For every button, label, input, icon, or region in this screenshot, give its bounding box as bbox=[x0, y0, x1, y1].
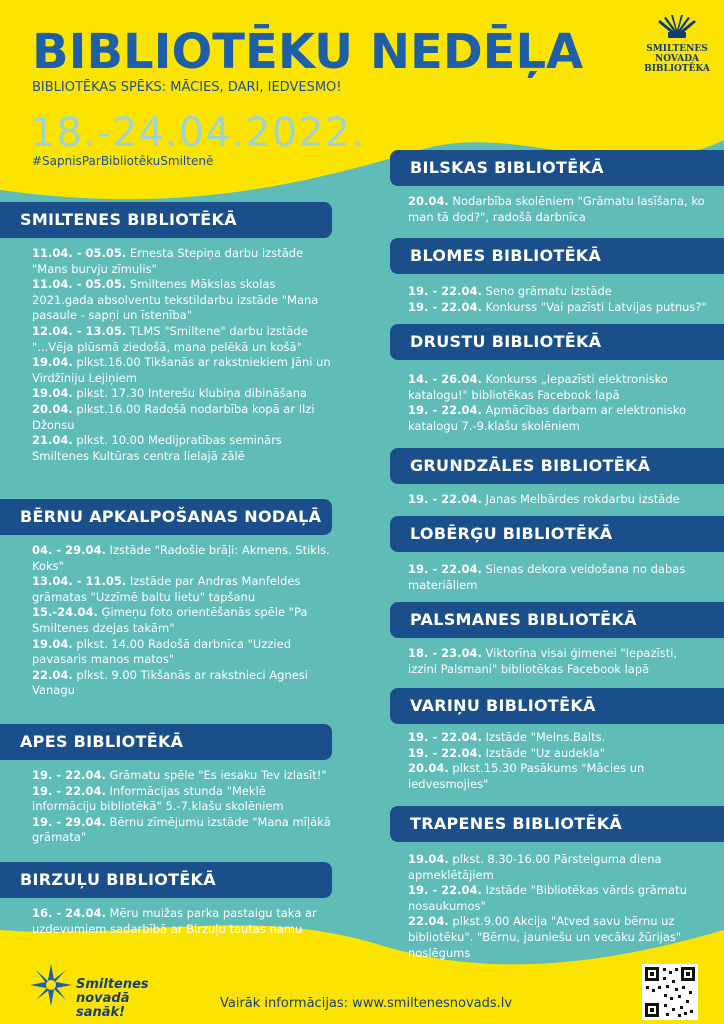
section-banner-blomes: BLOMES BIBLIOTĒKĀ bbox=[390, 238, 724, 274]
footer-info: Vairāk informācijas: www.smiltenesnovads.lv bbox=[220, 996, 513, 1011]
section-banner-grundzales: GRUNDZĀLES BIBLIOTĒKĀ bbox=[390, 448, 724, 484]
section-banner-trapenes: TRAPENES BIBLIOTĒKĀ bbox=[390, 806, 724, 842]
qr-code-icon bbox=[642, 964, 698, 1020]
event-entry: 20.04. Nodarbība skolēniem "Grāmatu lasīšana, ko man tā dod?", radošā darbnīca bbox=[408, 194, 705, 224]
section-entries-trapenes bbox=[408, 852, 708, 961]
section-entries-apes bbox=[32, 768, 332, 846]
event-entry: 19. - 22.04. Izstāde "Bibliotēkas vārds grāmatu nosaukumos" bbox=[408, 883, 687, 913]
event-entry: 19. - 22.04. Izstāde "Uz audekla" bbox=[408, 745, 605, 760]
event-entry: 18. - 23.04. Viktorīna visai ģimenei "Iepazīsti, izzini Palsmani" bibliotēkas Facebook lapā bbox=[408, 646, 678, 676]
logo-line-1: SMILTENES bbox=[646, 44, 708, 54]
logo-line-3: BIBLIOTĒKA bbox=[644, 64, 710, 74]
section-entries-blomes bbox=[408, 284, 708, 315]
event-dates: 18.-24.04.2022. bbox=[30, 110, 365, 156]
event-entry: 19. - 22.04. Janas Melbārdes rokdarbu izstāde bbox=[408, 492, 680, 506]
event-entry: 19. - 22.04. Seno grāmatu izstāde bbox=[408, 284, 612, 298]
section-entries-varinu bbox=[408, 730, 708, 792]
event-entry: 19. - 29.04. Bērnu zīmējumu izstāde "Mana mīļākā grāmata" bbox=[32, 814, 331, 845]
section-entries-loberģu bbox=[408, 562, 708, 593]
event-entry: 19. - 22.04. Informācijas stunda "Meklē informāciju bibliotēkā" 5.-7.klašu skolēniem bbox=[32, 783, 284, 814]
section-banner-birzulu: BIRZUĻU BIBLIOTĒKĀ bbox=[0, 862, 332, 898]
event-entry: 19.04. plkst. 17.30 Interešu klubiņa dibināšana bbox=[32, 386, 308, 401]
event-entry: 19. - 22.04. Sienas dekora veidošana no dabas materiāliem bbox=[408, 562, 686, 592]
event-entry: 19.04. plkst. 14.00 Radošā darbnīca "Uzzied pavasaris manos matos" bbox=[32, 636, 291, 667]
event-entry: 11.04. - 05.05. Ernesta Stepiņa darbu izstāde "Mans burvju zīmulis" bbox=[32, 246, 304, 276]
section-entries-smiltenes bbox=[32, 246, 332, 464]
section-banner-drustu: DRUSTU BIBLIOTĒKĀ bbox=[390, 324, 724, 360]
section-banner-bilskas: BILSKAS BIBLIOTĒKĀ bbox=[390, 150, 724, 186]
logo-line-2: NOVADA bbox=[655, 54, 699, 64]
section-entries-palsmanes bbox=[408, 646, 708, 677]
slogan-line-1: Smiltenes novadā bbox=[76, 977, 149, 1006]
section-banner-bernu: BĒRNU APKALPOŠANAS NODAĻĀ bbox=[0, 499, 332, 535]
event-entry: 20.04. plkst.15.30 Pasākums "Mācies un iedvesmojies" bbox=[408, 761, 645, 791]
event-entry: 19. - 22.04. Apmācības darbam ar elektronisko katalogu 7.-9.klašu skolēniem bbox=[408, 403, 686, 433]
event-entry: 20.04. plkst.16.00 Radošā nodarbība kopā ar Ilzi Džonsu bbox=[32, 401, 315, 432]
section-entries-drustu bbox=[408, 372, 708, 434]
section-entries-bilskas bbox=[408, 194, 708, 225]
page-subtitle: BIBLIOTĒKAS SPĒKS: MĀCIES, DARI, IEDVESMO! bbox=[32, 80, 342, 95]
event-entry: 22.04. plkst.9.00 Akcija "Atved savu bērnu uz bibliotēku". "Bērnu, jauniešu un vecāku žūrijas" noslēgums bbox=[408, 914, 682, 960]
event-entry: 19. - 22.04. Grāmatu spēle "Es iesaku Tev izlasīt!" bbox=[32, 768, 327, 782]
section-entries-grundzales bbox=[408, 492, 708, 508]
event-entry: 15.-24.04. Ģimeņu foto orientēšanās spēle "Pa Smiltenes dzejas takām" bbox=[32, 605, 308, 635]
event-entry: 19.04. plkst. 8.30-16.00 Pārsteiguma diena apmeklētājiem bbox=[408, 852, 662, 882]
section-entries-bernu bbox=[32, 543, 332, 699]
event-entry: 19. - 22.04. Izstāde "Melns.Balts. bbox=[408, 730, 606, 744]
section-banner-apes: APES BIBLIOTĒKĀ bbox=[0, 724, 332, 760]
section-banner-palsmanes: PALSMANES BIBLIOTĒKĀ bbox=[390, 602, 724, 638]
star-burst-icon bbox=[30, 964, 72, 1006]
page-title: BIBLIOTĒKU NEDĒĻA bbox=[32, 24, 584, 80]
event-entry: 22.04. plkst. 9.00 Tikšanās ar rakstnieci Agnesi Vanagu bbox=[32, 667, 308, 698]
event-entry: 12.04. - 13.05. TLMS "Smiltene" darbu izstāde "...Vēja plūsmā ziedošā, mana pelēkā un košā" bbox=[32, 323, 308, 354]
event-entry: 19.04. plkst.16.00 Tikšanās ar rakstniekiem Jāni un Virdžīniju Lejiņiem bbox=[32, 355, 331, 385]
event-entry: 19. - 22.04. Konkurss "Vai pazīsti Latvijas putnus?" bbox=[408, 299, 707, 314]
section-banner-loberģu: LOBĒRĢU BIBLIOTĒKĀ bbox=[390, 516, 724, 552]
event-entry: 14. - 26.04. Konkurss „Iepazīsti elektronisko katalogu!" bibliotēkas Facebook lapā bbox=[408, 372, 668, 402]
hashtag: #SapnisParBibliotēkuSmiltenē bbox=[32, 154, 214, 168]
section-entries-birzulu bbox=[32, 906, 332, 937]
event-entry: 13.04. - 11.05. Izstāde par Andras Manfeldes grāmatas "Uzzīmē baltu lietu" tapšanu bbox=[32, 574, 301, 604]
section-banner-varinu: VARIŅU BIBLIOTĒKĀ bbox=[390, 688, 724, 724]
event-entry: 11.04. - 05.05. Smiltenes Mākslas skolas 2021.gada absolventu tekstildarbu izstāde "Mana pasaule - sapņi un īstenība" bbox=[32, 277, 319, 323]
event-entry: 04. - 29.04. Izstāde "Radošie brāļi: Akmens. Stikls. Koks" bbox=[32, 543, 330, 573]
library-logo bbox=[636, 14, 718, 74]
event-entry: 21.04. plkst. 10.00 Medijpratības seminārs Smiltenes Kultūras centra lielajā zālē bbox=[32, 433, 282, 463]
slogan-line-2: sanāk! bbox=[76, 1005, 126, 1020]
section-banner-smiltenes: SMILTENES BIBLIOTĒKĀ bbox=[0, 202, 332, 238]
open-book-icon bbox=[654, 14, 700, 40]
event-entry: 16. - 24.04. Mēru muižas parka pastaigu taka ar uzdevumiem sadarbībā ar Birzuļu tautas namu bbox=[32, 906, 317, 936]
